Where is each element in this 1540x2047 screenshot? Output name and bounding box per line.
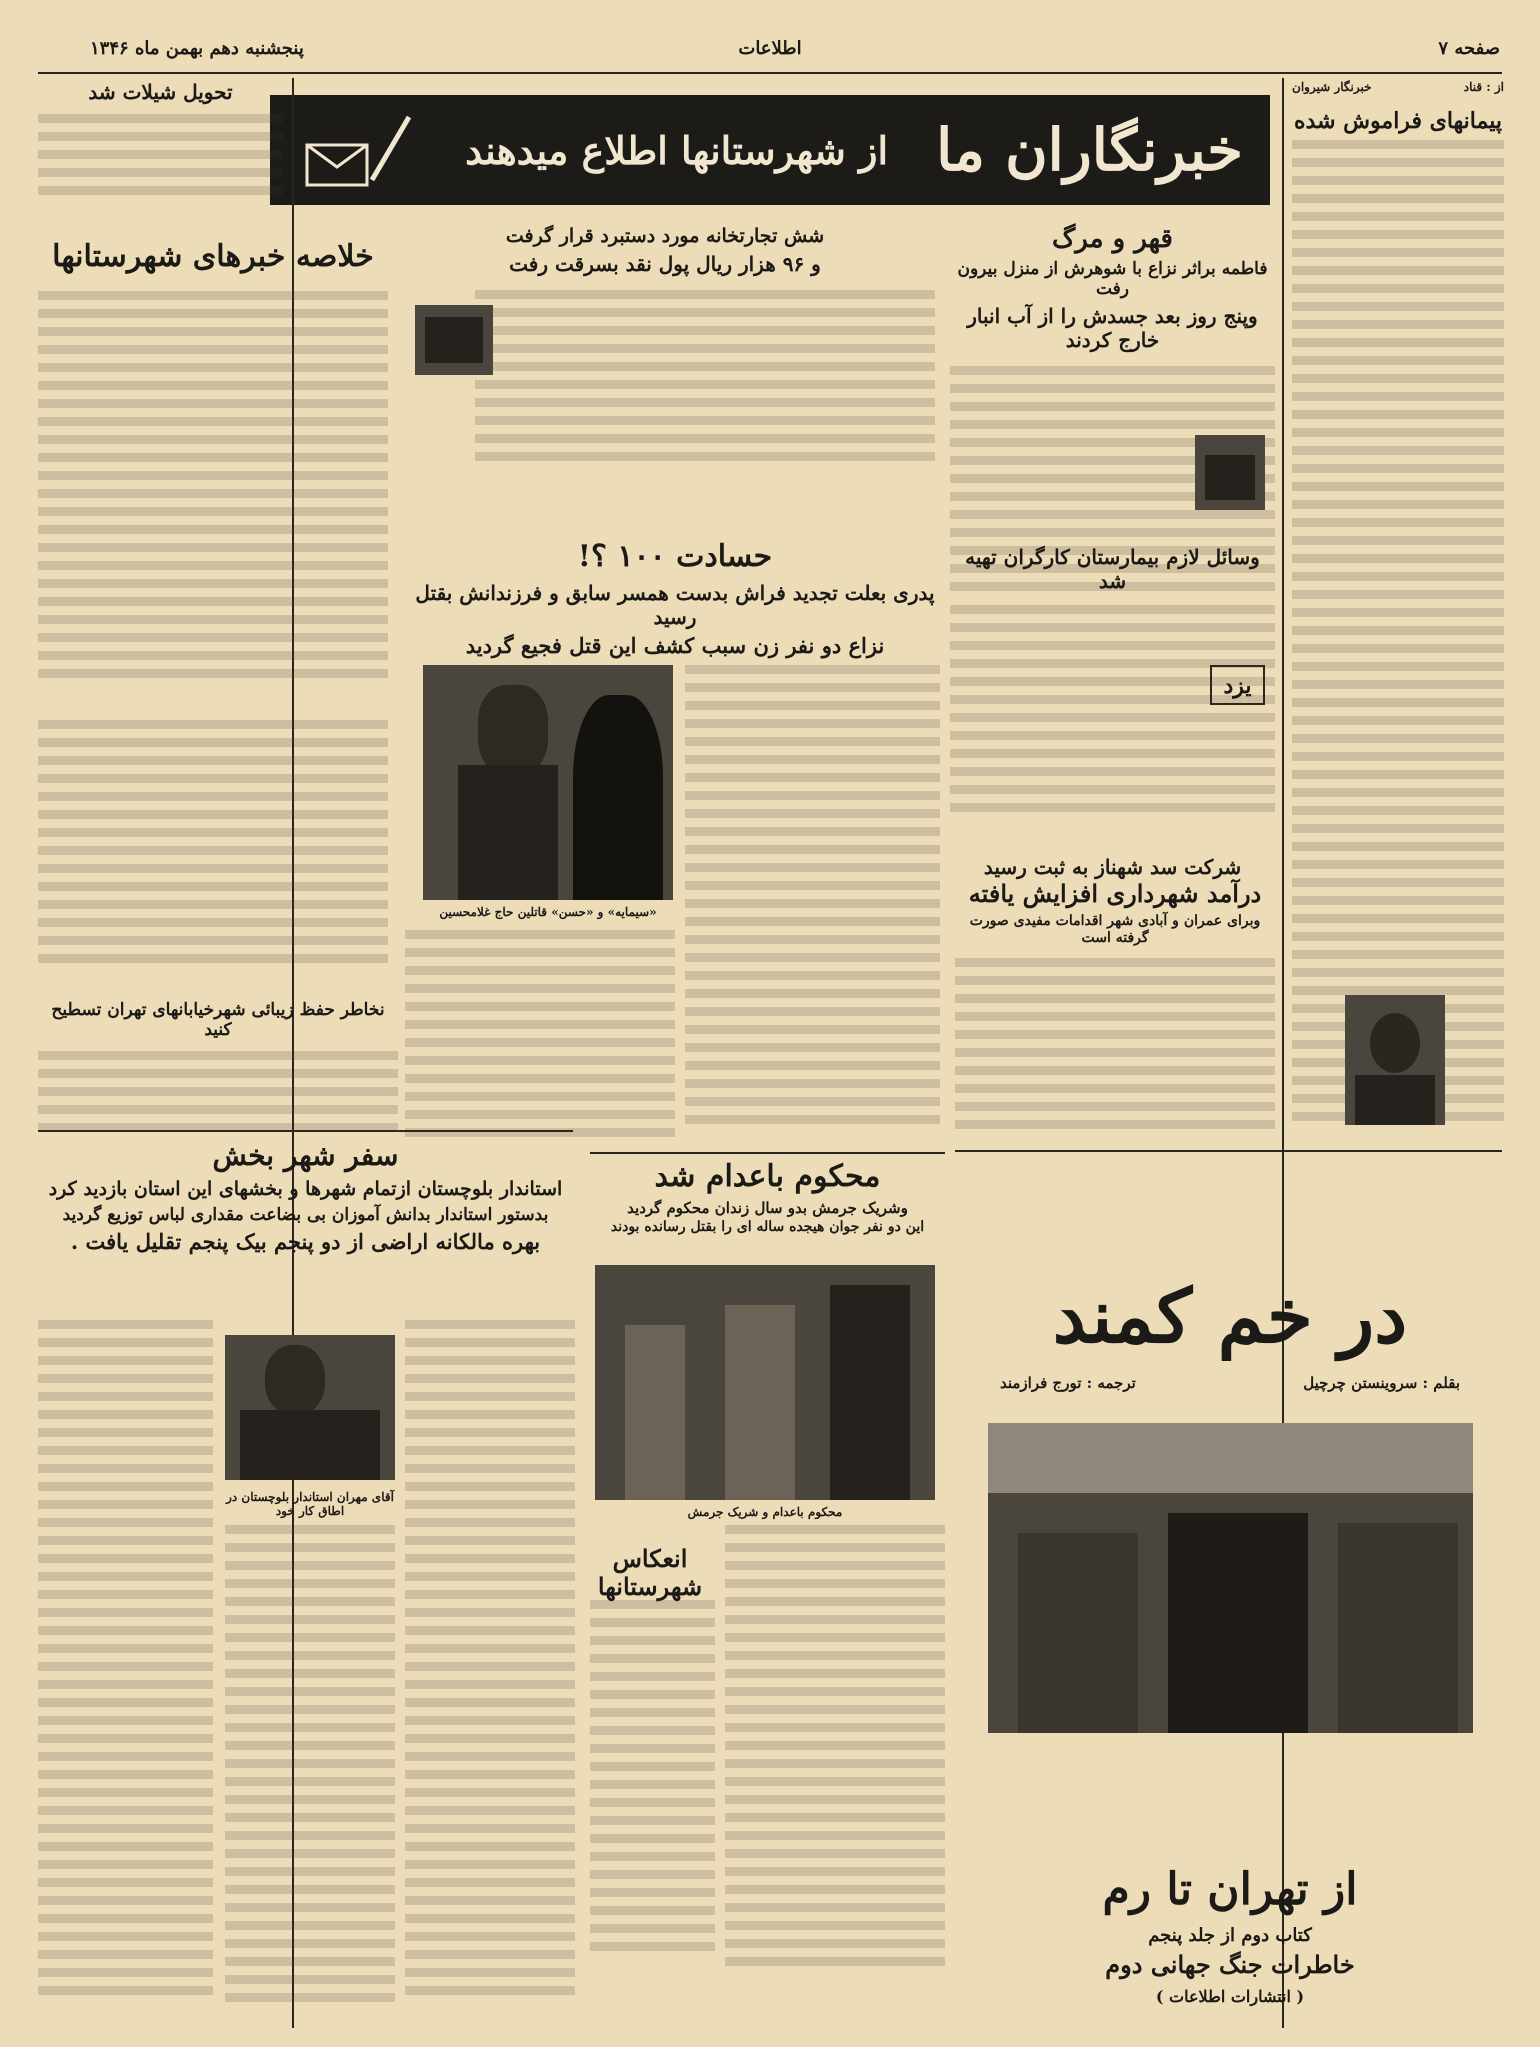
governor-photo xyxy=(225,1335,395,1480)
story4-headline: شرکت سد شهناز به ثبت رسید xyxy=(983,855,1242,879)
story2-subhead: و ۹۶ هزار ریال پول نقد بسرقت رفت xyxy=(509,251,821,276)
story5-body-right xyxy=(685,665,940,1175)
yazd-tag: یزد xyxy=(1210,665,1265,705)
story6-subhead1: وشریک جرمش بدو سال زندان محکوم گردید xyxy=(627,1198,908,1217)
shahr-bakhsh-story xyxy=(38,1140,573,1300)
story5-body-left xyxy=(405,930,675,1170)
municipality-subhead: وبرای عمران و آبادی شهر اقدامات مفیدی صورت گرفته است xyxy=(969,912,1261,946)
suspects-caption: «سیمایه» و «حسن» قاتلین حاج غلامحسین xyxy=(439,905,657,919)
tehran-streets-headline: نخاطر حفظ زیبائی شهرخیابانهای تهران تسطیح کنید xyxy=(51,1000,385,1041)
story2-headline: شش تجارتخانه مورد دستبرد قرار گرفت xyxy=(505,225,825,247)
provinces-summary-headline: خلاصه خبرهای شهرستانها xyxy=(52,239,374,274)
mayor-portrait-photo xyxy=(1345,995,1445,1125)
provinces-echo-heading: انعکاس شهرستانها xyxy=(597,1544,703,1601)
story5-subhead1: پدری بعلت تجدید فراش بدست همسر سابق و فرزندانش بقتل رسید xyxy=(415,580,935,629)
serial-subtitle: از تهران تا رم xyxy=(1102,1864,1358,1915)
serial-top-rule xyxy=(955,1150,1502,1152)
story5-headline: حسادت ۱۰۰ ؟! xyxy=(577,539,773,574)
story-shahnaz-dam xyxy=(950,855,1275,885)
story-jealousy xyxy=(405,540,945,660)
story1-subhead2: وپنج روز بعد جسدش را از آب انبار خارج کردند xyxy=(967,303,1258,352)
shahr-bakhsh-body-mid xyxy=(405,1320,575,2020)
right-body-text xyxy=(1292,140,1504,1130)
pen-and-letters-icon xyxy=(297,105,417,195)
issue-date: پنجشنبه دهم بهمن ماه ۱۳۴۶ xyxy=(90,38,304,59)
shahr-bakhsh-body-center xyxy=(225,1525,395,2020)
banner-title-sub: از شهرستانها اطلاع میدهند xyxy=(465,127,888,173)
story2-illustration xyxy=(415,305,493,375)
story6-body xyxy=(725,1525,945,2025)
shahr-bakhsh-body-left xyxy=(38,1320,213,2020)
story1-subhead1: فاطمه براثر نزاع با شوهرش از منزل بیرون رفت xyxy=(957,258,1268,300)
municipality-story xyxy=(955,880,1275,1140)
convicts-photo xyxy=(595,1265,935,1500)
right-headline: پیمانهای فراموش شده xyxy=(1294,108,1502,134)
story3-headline: وسائل لازم بیمارستان کارگران تهیه شد xyxy=(965,545,1260,593)
provinces-echo-body xyxy=(590,1600,715,2020)
provinces-summary xyxy=(38,240,388,720)
serial-publisher: ( انتشارات اطلاعات ) xyxy=(1155,1987,1305,2006)
story-thefts xyxy=(395,225,935,525)
shahr-bakhsh-subhead1: استاندار بلوچستان ازتمام شهرها و بخشهای این استان بازدید کرد xyxy=(48,1178,563,1201)
tehran-conference-photo xyxy=(988,1423,1473,1733)
serial-memoirs-line: خاطرات جنگ جهانی دوم xyxy=(1105,1950,1355,1979)
story1-illustration xyxy=(1195,435,1265,510)
tehran-streets-story xyxy=(38,1000,398,1130)
governor-caption: آقای مهران استاندار بلوچستان در اطاق کار خود xyxy=(226,1490,394,1518)
convicts-caption: محکوم باعدام و شریک جرمش xyxy=(687,1505,843,1519)
serial-book-line: کتاب دوم از جلد پنجم xyxy=(1148,1925,1312,1946)
shahr-bakhsh-rule xyxy=(38,1130,573,1132)
correspondent-label: خبرنگار شیروان xyxy=(1292,80,1372,94)
story6-top-rule xyxy=(590,1152,945,1154)
correspondents-banner xyxy=(270,95,1270,205)
story-death-sentence xyxy=(585,1160,950,1260)
story1-headline: قهر و مرگ xyxy=(1052,224,1173,254)
source-label: از : قناد xyxy=(1463,80,1504,94)
fisheries-headline: تحویل شیلات شد xyxy=(88,80,233,104)
suspects-photo xyxy=(423,665,673,900)
shahr-bakhsh-subhead2: بدستور استاندار بدانش آموزان بی بضاعت مقداری لباس توزیع گردید xyxy=(62,1204,549,1225)
serial-title: در خم کمند xyxy=(1052,1274,1408,1360)
serial-author: بقلم : سروینستن چرچیل xyxy=(1303,1374,1460,1393)
provinces-summary-body2 xyxy=(38,720,388,1000)
banner-title-main: خبرنگاران ما xyxy=(936,116,1243,184)
shahr-bakhsh-subhead3: بهره مالکانه اراضی از دو پنجم بیک پنجم تقلیل یافت . xyxy=(70,1229,541,1255)
story6-headline: محکوم باعدام شد xyxy=(654,1159,881,1194)
story6-subhead2: این دو نفر جوان هیجده ساله ای را بقتل رسانده بودند xyxy=(610,1218,925,1235)
story5-subhead2: نزاع دو نفر زن سبب کشف این قتل فجیع گردید xyxy=(465,632,885,658)
shahr-bakhsh-headline: سفر شهر بخش xyxy=(212,1139,399,1172)
header-rule xyxy=(38,72,1502,74)
serial-translator: ترجمه : تورج فرازمند xyxy=(1000,1374,1136,1393)
serial-section xyxy=(960,1165,1500,2025)
paper-name: اطلاعات xyxy=(738,38,802,59)
page-number: صفحه ۷ xyxy=(1438,38,1500,59)
fisheries-story xyxy=(38,80,283,240)
municipality-headline: درآمد شهرداری افزایش یافته xyxy=(968,879,1262,908)
